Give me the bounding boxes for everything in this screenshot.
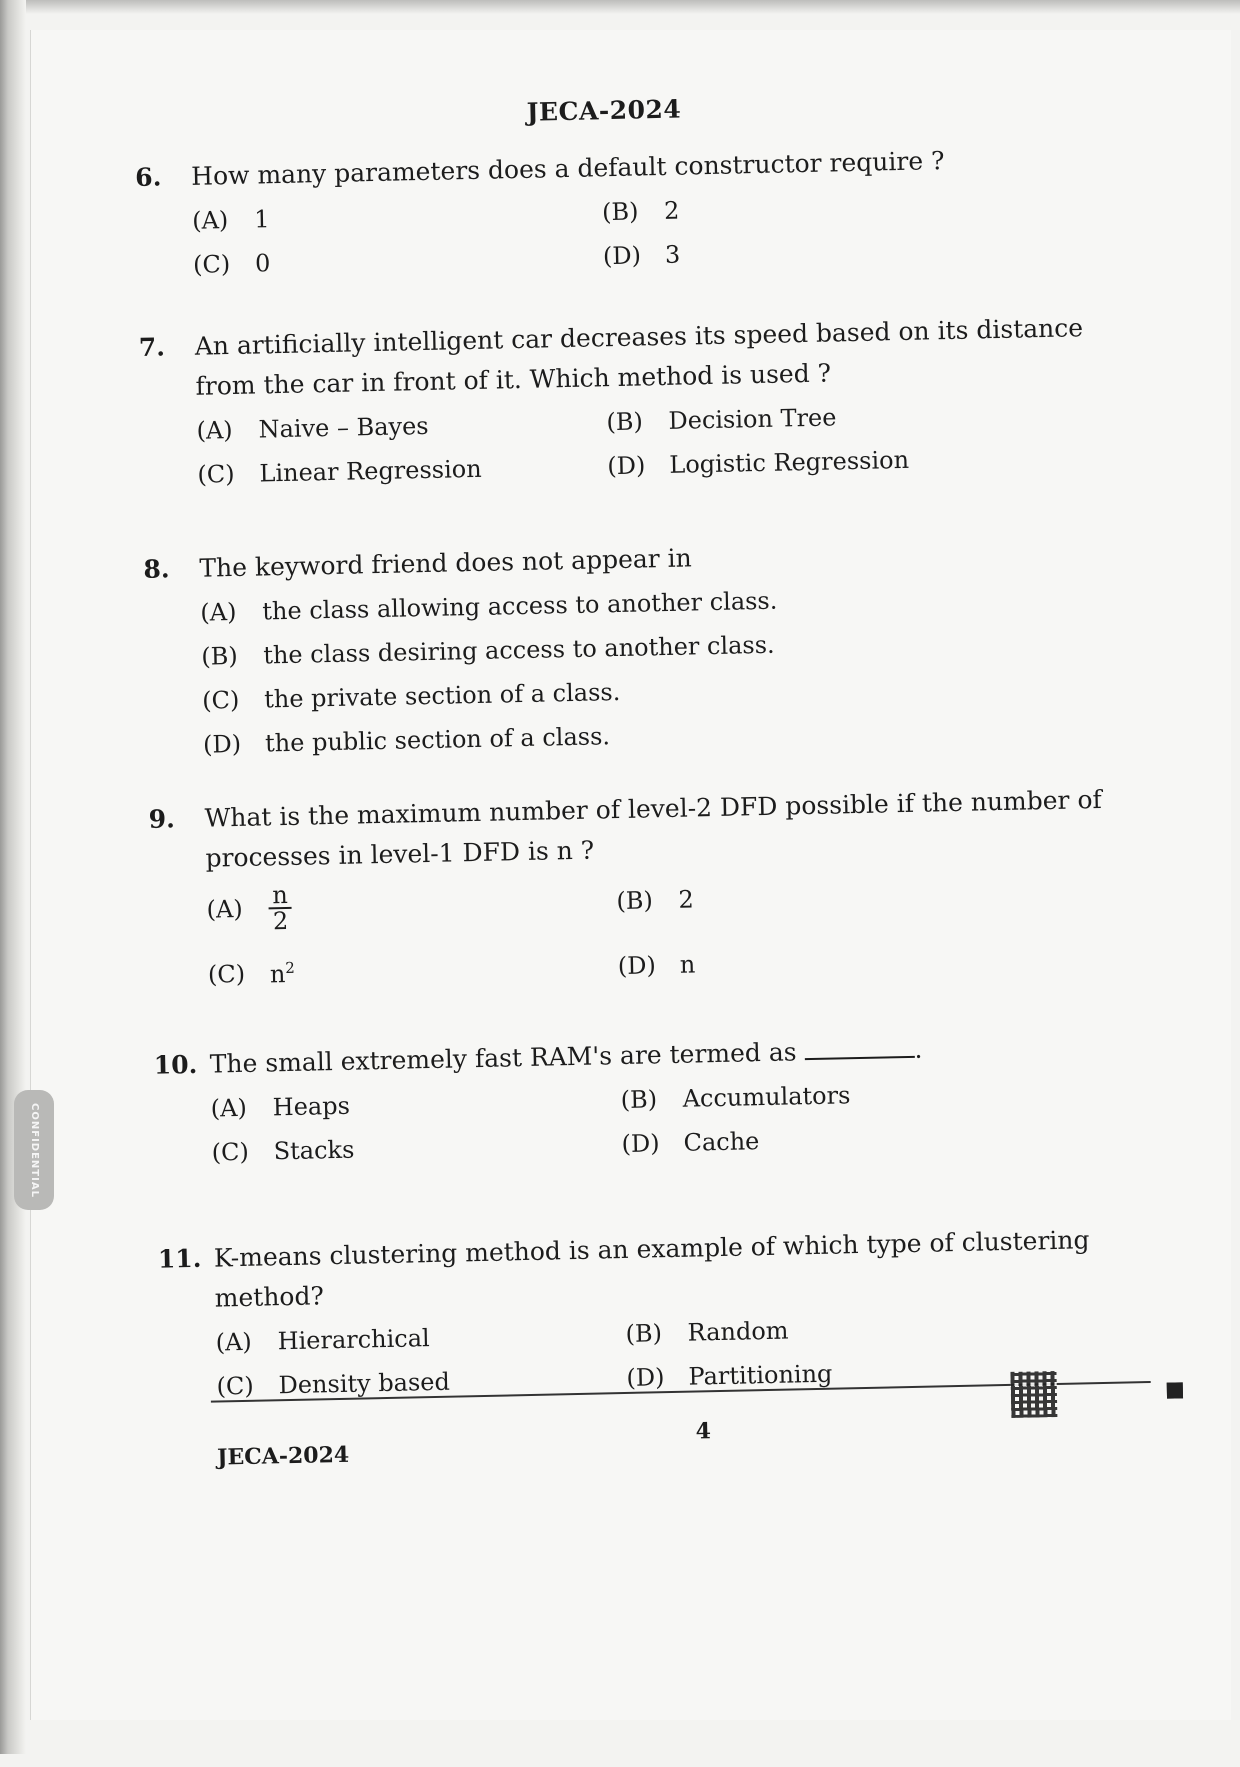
option-label: (A) <box>210 1093 248 1123</box>
question-text: The small extremely fast RAM's are termed as <box>209 1037 797 1079</box>
option-d <box>203 709 1044 763</box>
page-header-title: JECA-2024 <box>526 94 682 127</box>
option-list <box>215 1305 1140 1404</box>
option-b <box>602 185 1023 230</box>
option-label: (D) <box>621 1129 660 1159</box>
question-number: 10. <box>153 1049 198 1080</box>
option-text: Accumulators <box>682 1081 851 1113</box>
option-b <box>201 621 1042 675</box>
option-list <box>196 393 1121 492</box>
option-a <box>206 876 617 935</box>
option-list <box>192 183 1117 282</box>
option-label: (C) <box>192 250 231 279</box>
option-text: the class allowing access to another class. <box>262 586 778 626</box>
option-text: the public section of a class. <box>264 722 611 758</box>
option-label: (C) <box>197 459 235 489</box>
option-c <box>211 1126 622 1171</box>
qr-code <box>1010 1371 1057 1418</box>
option-label: (B) <box>601 197 639 227</box>
option-c <box>202 665 1043 719</box>
fraction-numerator: n <box>268 883 292 909</box>
page-number: 4 <box>695 1418 712 1445</box>
option-text: 3 <box>664 240 681 269</box>
option-label: (C) <box>201 685 240 715</box>
option-d <box>621 1117 1042 1162</box>
option-label: (B) <box>201 641 238 671</box>
option-c <box>193 238 604 283</box>
question-9 <box>148 779 1132 993</box>
option-text: Density based <box>278 1367 451 1400</box>
option-list <box>210 1071 1135 1170</box>
option-label: (C) <box>211 1137 250 1167</box>
option-b <box>625 1307 1046 1352</box>
option-text: 1 <box>253 205 270 234</box>
question-number: 6. <box>134 162 162 192</box>
question-number: 9. <box>148 804 176 834</box>
question-text: K-means clustering method is an example of which type of clustering method? <box>213 1225 1090 1313</box>
option-d <box>607 439 1028 484</box>
option-text: Decision Tree <box>668 403 837 435</box>
question-11 <box>157 1219 1140 1405</box>
option-a <box>192 194 603 239</box>
option-text: n <box>679 950 696 979</box>
option-label: (C) <box>207 959 246 989</box>
option-text: 0 <box>254 249 271 278</box>
option-b <box>620 1073 1041 1118</box>
question-number: 8. <box>143 554 170 584</box>
question-text: An artificially intelligent car decreases its speed based on its distance from the car in front of it. Which method is used ? <box>194 313 1084 401</box>
fill-in-blank <box>804 1038 914 1060</box>
question-10 <box>153 1025 1135 1171</box>
option-b <box>616 867 1037 926</box>
option-label: (B) <box>606 407 644 437</box>
option-label: (A) <box>206 894 243 924</box>
footer-exam-code: JECA-2024 <box>216 1441 350 1471</box>
power-base: n <box>269 959 286 988</box>
option-d <box>603 229 1024 274</box>
question-number: 11. <box>157 1243 202 1274</box>
option-text: the class desiring access to another class. <box>262 630 775 670</box>
option-text: Hierarchical <box>277 1324 430 1356</box>
fraction-denominator: 2 <box>272 906 289 936</box>
option-label: (D) <box>602 241 642 271</box>
option-text: Cache <box>683 1127 760 1157</box>
option-a <box>215 1316 626 1361</box>
power-expression <box>270 958 296 988</box>
corner-square-mark <box>1167 1382 1183 1398</box>
option-c <box>197 448 608 493</box>
option-text: Naive – Bayes <box>258 411 429 444</box>
option-text: Random <box>687 1316 789 1347</box>
question-8 <box>143 529 1127 763</box>
option-a <box>210 1082 621 1127</box>
option-a <box>196 404 607 449</box>
option-b <box>606 395 1027 440</box>
option-label: (A) <box>215 1327 253 1357</box>
option-label: (A) <box>200 597 237 627</box>
option-text: Logistic Regression <box>669 445 910 479</box>
question-text: What is the maximum number of level-2 DFD possible if the number of processes in level-1 DFD is n ? <box>204 784 1103 873</box>
option-label: (B) <box>620 1085 658 1115</box>
power-exponent: 2 <box>285 958 296 977</box>
option-label: (B) <box>616 886 654 916</box>
option-list <box>200 575 1127 762</box>
option-label: (A) <box>191 206 229 235</box>
option-label: (D) <box>607 451 646 481</box>
option-text: Linear Regression <box>259 454 482 488</box>
option-label: (D) <box>617 951 657 981</box>
option-text: Stacks <box>273 1135 355 1166</box>
option-label: (D) <box>626 1363 665 1392</box>
question-text: How many parameters does a default constructor require ? <box>190 146 945 191</box>
question-number: 7. <box>138 332 166 362</box>
option-d <box>617 939 1038 984</box>
option-text: 2 <box>678 885 695 914</box>
question-6 <box>135 137 1117 283</box>
option-label: (B) <box>625 1319 663 1348</box>
question-7 <box>138 307 1121 493</box>
option-label: (C) <box>216 1371 254 1401</box>
option-text: 2 <box>663 196 680 225</box>
option-label: (D) <box>202 729 242 759</box>
option-c <box>208 948 619 993</box>
confidential-stamp-text: CONFIDENTIAL <box>28 1102 40 1198</box>
question-text-end: . <box>914 1034 923 1064</box>
option-text: Heaps <box>272 1091 351 1122</box>
option-label: (A) <box>196 416 233 445</box>
option-text: the private section of a class. <box>263 677 621 714</box>
question-text: The keyword friend does not appear in <box>199 543 692 583</box>
option-text: Partitioning <box>688 1359 833 1391</box>
fraction <box>268 880 293 936</box>
option-list <box>206 865 1132 992</box>
